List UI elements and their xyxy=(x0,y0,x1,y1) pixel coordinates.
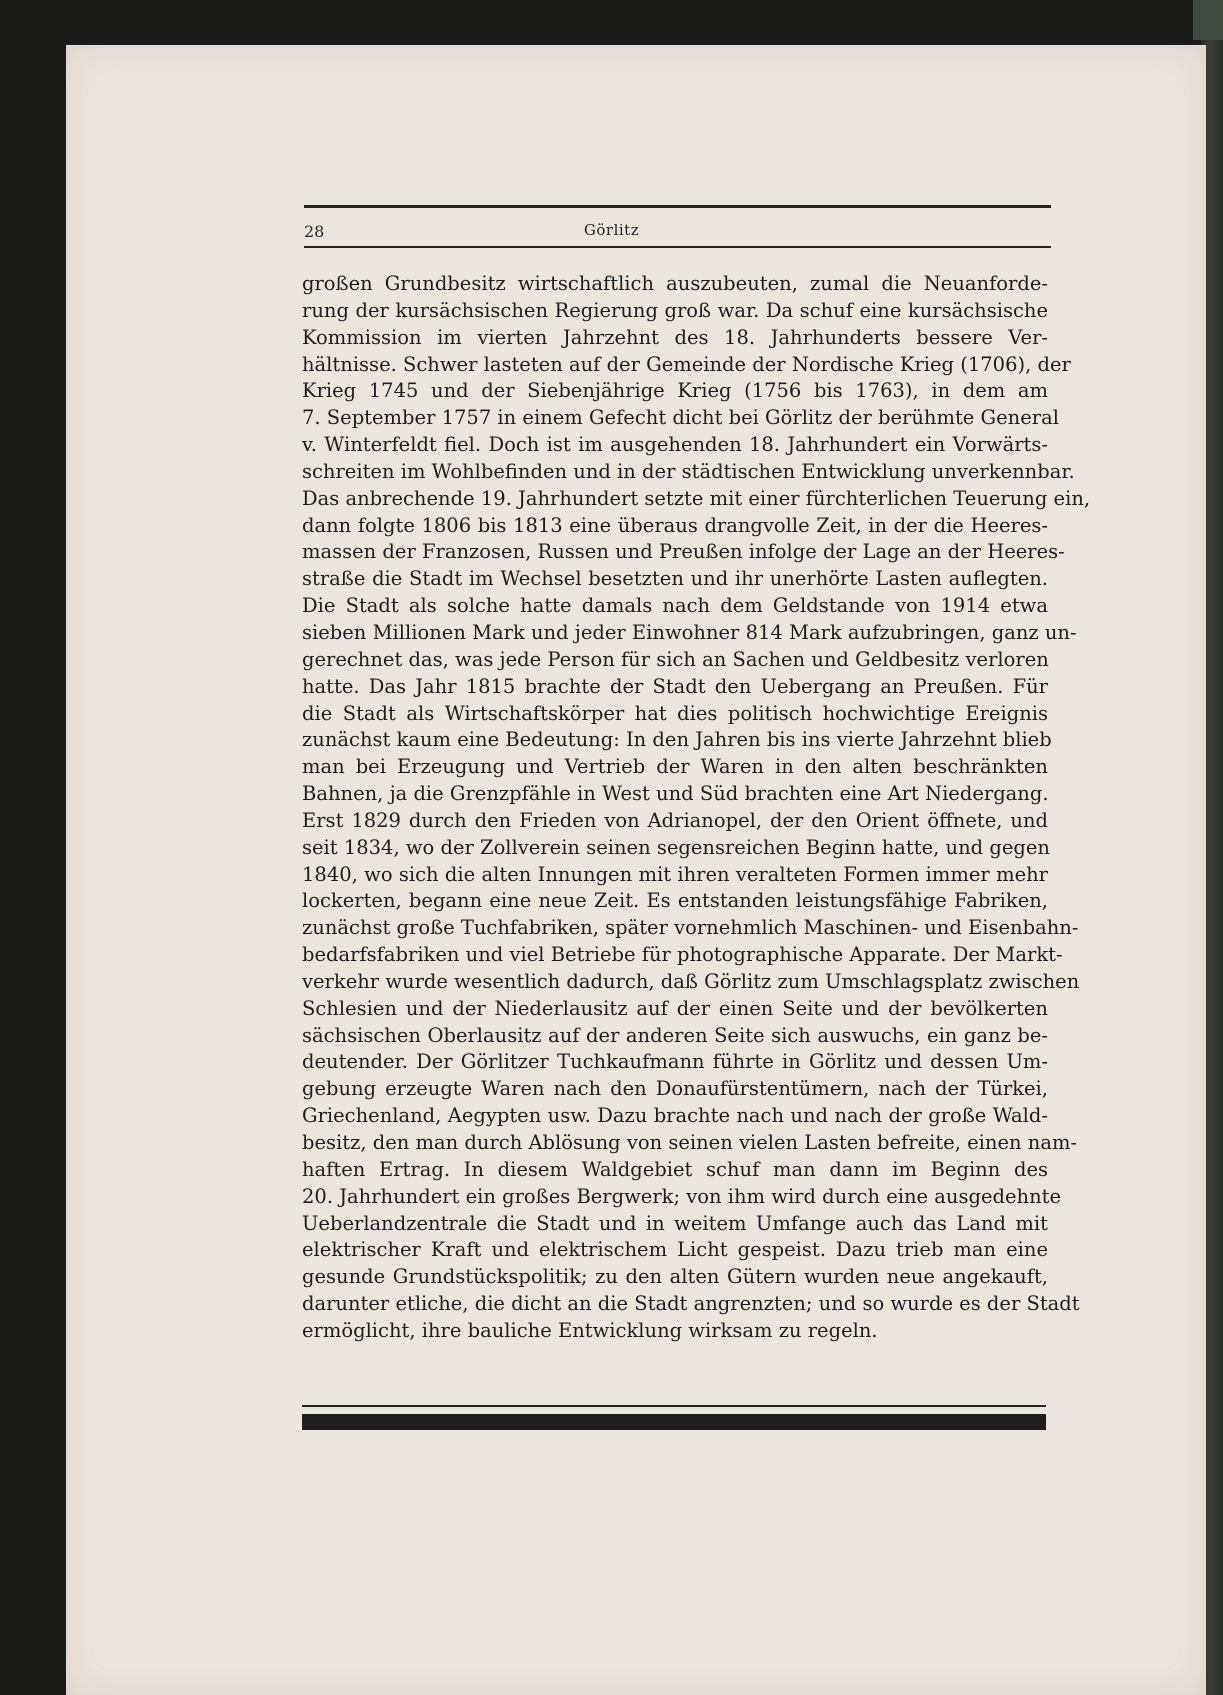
text-line: man bei Erzeugung und Vertrieb der Waren in den alten beschränkten xyxy=(302,755,1048,779)
body-text xyxy=(302,271,1091,1345)
text-line: die Stadt als Wirtschaftskörper hat dies politisch hochwichtige Ereignis xyxy=(302,701,1048,725)
running-title: Görlitz xyxy=(583,221,640,239)
text-line: straße die Stadt im Wechsel besetzten und ihr unerhörte Lasten auflegten. xyxy=(302,567,1048,591)
scan-corner-tab xyxy=(1193,0,1223,40)
footer-rule-thin xyxy=(302,1405,1046,1407)
text-line: elektrischer Kraft und elektrischem Licht gespeist. Dazu trieb man eine xyxy=(302,1238,1048,1262)
text-line: besitz, den man durch Ablösung von seinen vielen Lasten befreite, einen nam- xyxy=(302,1131,1078,1154)
text-line: gerechnet das, was jede Person für sich an Sachen und Geldbesitz verloren xyxy=(302,647,1049,671)
text-line: Schlesien und der Niederlausitz auf der einen Seite und der bevölkerten xyxy=(302,996,1048,1020)
text-line: gesunde Grundstückspolitik; zu den alten Gütern wurden neue angekauft, xyxy=(302,1265,1048,1289)
text-line: Griechenland, Aegypten usw. Dazu brachte nach und nach der große Wald- xyxy=(302,1104,1048,1128)
footer-rule-thick xyxy=(302,1414,1046,1430)
text-line: sächsischen Oberlausitz auf der anderen Seite sich auswuchs, ein ganz be- xyxy=(302,1023,1048,1047)
text-line: Erst 1829 durch den Frieden von Adrianopel, der den Orient öffnete, und xyxy=(302,808,1048,832)
text-line: rung der kursächsischen Regierung groß war. Da schuf eine kursächsische xyxy=(302,298,1048,322)
text-line: Bahnen, ja die Grenzpfähle in West und Süd brachten eine Art Niedergang. xyxy=(302,782,1049,806)
text-line: Die Stadt als solche hatte damals nach dem Geldstande von 1914 etwa xyxy=(302,594,1048,618)
text-line: seit 1834, wo der Zollverein seinen segensreichen Beginn hatte, und gegen xyxy=(302,835,1050,859)
text-line: hatte. Das Jahr 1815 brachte der Stadt den Uebergang an Preußen. Für xyxy=(302,674,1048,698)
text-line: sieben Millionen Mark und jeder Einwohner 814 Mark aufzubringen, ganz un- xyxy=(302,620,1077,644)
text-line: Ueberlandzentrale die Stadt und in weitem Umfange auch das Land mit xyxy=(302,1211,1048,1235)
text-line: Krieg 1745 und der Siebenjährige Krieg (1756 bis 1763), in dem am xyxy=(302,379,1048,403)
text-line: v. Winterfeldt fiel. Doch ist im ausgehenden 18. Jahrhundert ein Vorwärts- xyxy=(302,433,1048,457)
text-line: 20. Jahrhundert ein großes Bergwerk; von ihm wird durch eine ausgedehnte xyxy=(302,1184,1062,1208)
text-line: bedarfsfabriken und viel Betriebe für photographische Apparate. Der Markt- xyxy=(302,943,1063,967)
text-line: haften Ertrag. In diesem Waldgebiet schuf man dann im Beginn des xyxy=(302,1157,1048,1181)
text-line: verkehr wurde wesentlich dadurch, daß Görlitz zum Umschlagsplatz zwischen xyxy=(302,969,1080,993)
text-line: dann folgte 1806 bis 1813 eine überaus drangvolle Zeit, in der die Heeres- xyxy=(302,513,1048,537)
text-line: Das anbrechende 19. Jahrhundert setzte mit einer fürchterlichen Teuerung ein, xyxy=(302,486,1091,510)
text-line: schreiten im Wohlbefinden und in der städtischen Entwicklung unverkennbar. xyxy=(302,459,1075,483)
text-line: darunter etliche, die dicht an die Stadt angrenzten; und so wurde es der Stadt xyxy=(302,1292,1080,1316)
header-rule-top xyxy=(304,205,1051,208)
text-line: lockerten, begann eine neue Zeit. Es entstanden leistungsfähige Fabriken, xyxy=(302,889,1048,913)
text-line: massen der Franzosen, Russen und Preußen infolge der Lage an der Heeres- xyxy=(302,540,1065,564)
text-line: großen Grundbesitz wirtschaftlich auszubeuten, zumal die Neuanforde- xyxy=(302,272,1048,295)
text-line: hältnisse. Schwer lasteten auf der Gemeinde der Nordische Krieg (1706), der xyxy=(302,352,1071,376)
page-number: 28 xyxy=(304,222,325,241)
text-line: zunächst große Tuchfabriken, später vornehmlich Maschinen- und Eisenbahn- xyxy=(302,916,1079,940)
header-rule-bottom xyxy=(304,246,1051,248)
text-line: deutender. Der Görlitzer Tuchkaufmann führte in Görlitz und dessen Um- xyxy=(302,1050,1048,1074)
text-line: gebung erzeugte Waren nach den Donaufürstentümern, nach der Türkei, xyxy=(302,1077,1048,1101)
text-line: 7. September 1757 in einem Gefecht dicht bei Görlitz der berühmte General xyxy=(302,406,1059,430)
text-line: 1840, wo sich die alten Innungen mit ihren veralteten Formen immer mehr xyxy=(302,862,1048,886)
text-line: Kommission im vierten Jahrzehnt des 18. Jahrhunderts bessere Ver- xyxy=(302,325,1048,349)
text-line: ermöglicht, ihre bauliche Entwicklung wirksam zu regeln. xyxy=(302,1318,878,1342)
text-line: zunächst kaum eine Bedeutung: In den Jahren bis ins vierte Jahrzehnt blieb xyxy=(302,728,1052,752)
